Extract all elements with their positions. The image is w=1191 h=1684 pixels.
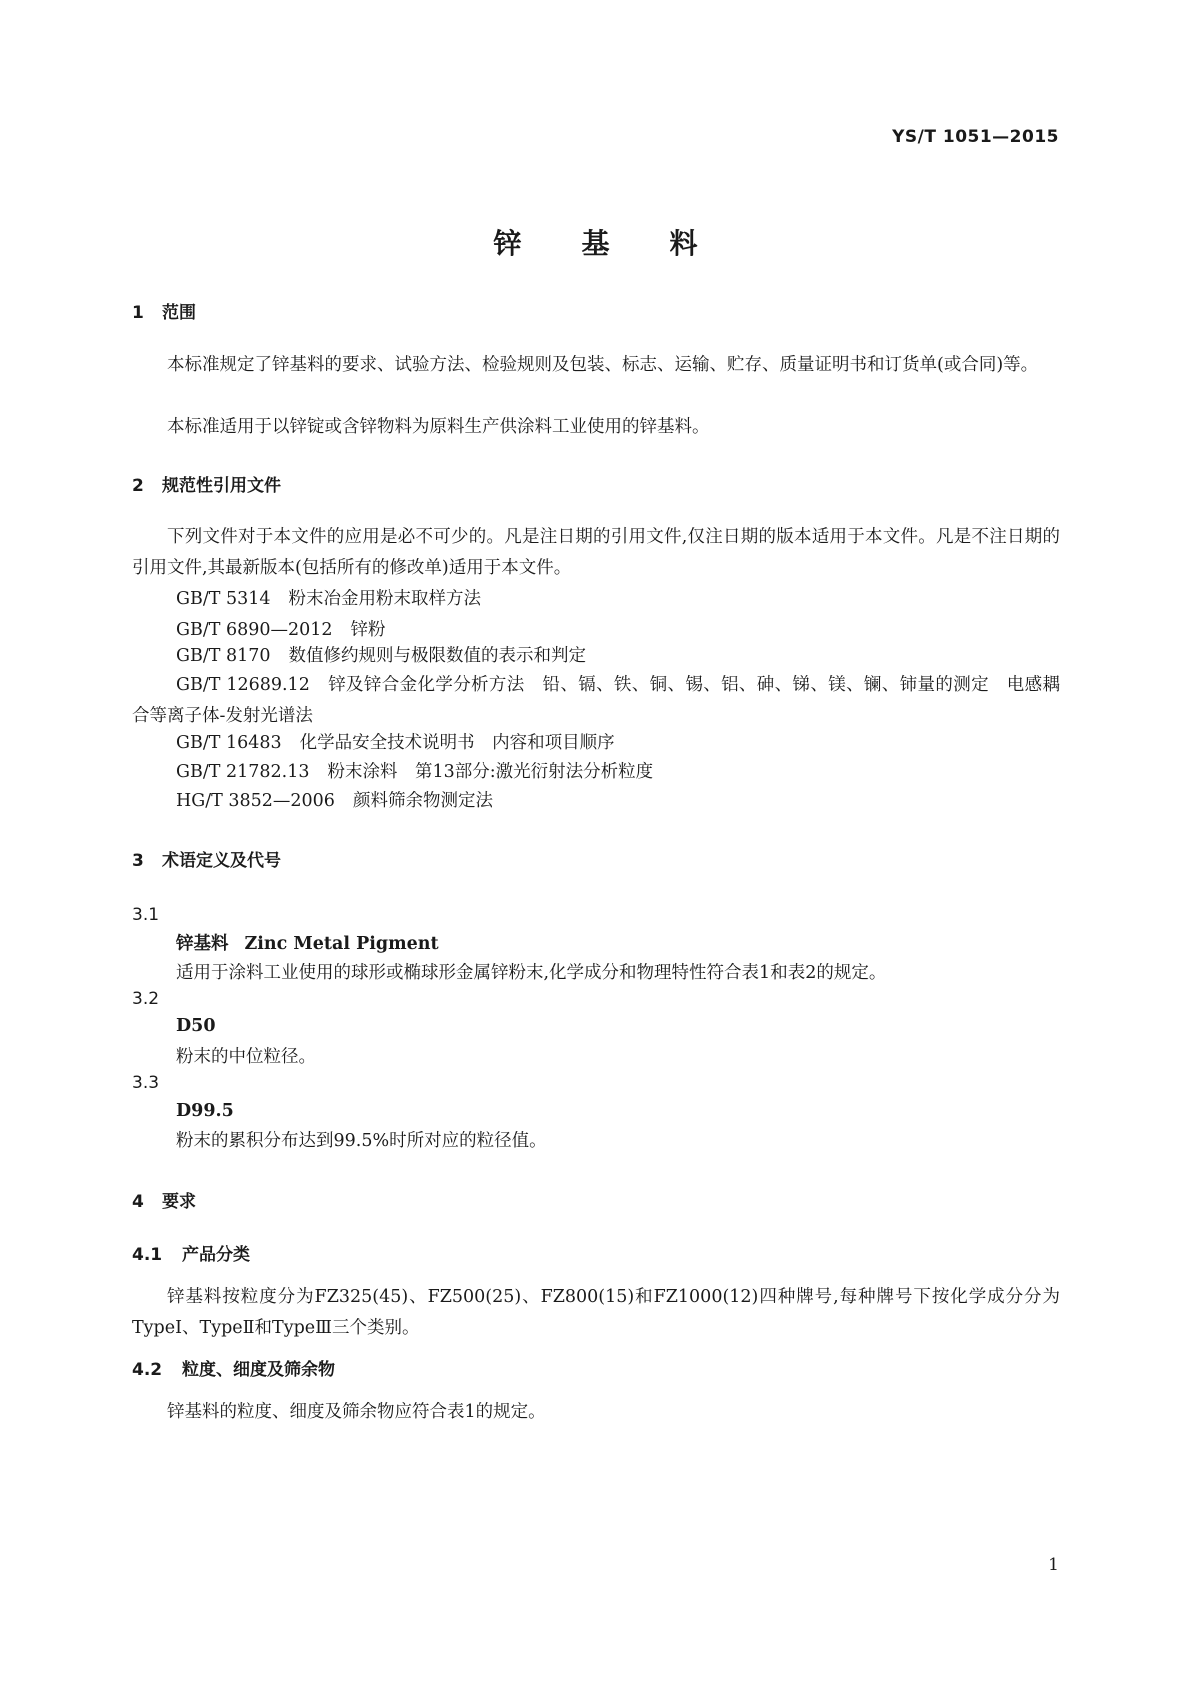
reference-item bbox=[176, 584, 481, 615]
reference-code: HG/T 3852—2006 bbox=[176, 791, 335, 811]
reference-code: GB/T 6890—2012 bbox=[176, 620, 333, 640]
section-title: 范围 bbox=[162, 303, 196, 323]
subsection-4-2-heading bbox=[132, 1355, 335, 1380]
term-number: 3.1 bbox=[132, 905, 160, 925]
reference-item bbox=[176, 786, 493, 817]
reference-code: GB/T 5314 bbox=[176, 589, 271, 609]
subsection-title: 产品分类 bbox=[182, 1245, 250, 1265]
reference-item bbox=[176, 728, 615, 759]
reference-title: 锌粉 bbox=[350, 620, 386, 640]
term-number: 3.2 bbox=[132, 989, 160, 1009]
term-number: 3.3 bbox=[132, 1073, 160, 1093]
term-name-cn: 锌基料 bbox=[176, 934, 229, 954]
reference-title: 粉末涂料 第13部分:激光衍射法分析粒度 bbox=[327, 762, 654, 782]
section-title: 术语定义及代号 bbox=[162, 851, 281, 871]
page-number: 1 bbox=[1048, 1555, 1059, 1575]
section-number: 1 bbox=[132, 303, 144, 323]
reference-code: GB/T 21782.13 bbox=[176, 762, 310, 782]
document-title: 锌基料 bbox=[493, 227, 758, 260]
section-2-intro: 下列文件对于本文件的应用是必不可少的。凡是注日期的引用文件,仅注日期的版本适用于本文件。凡是不注日期的引用文件,其最新版本(包括所有的修改单)适用于本文件。 bbox=[132, 527, 1060, 578]
subsection-4-1-heading bbox=[132, 1240, 250, 1265]
subsection-title: 粒度、细度及筛余物 bbox=[182, 1360, 335, 1380]
term-name bbox=[176, 1101, 234, 1121]
reference-title: 数值修约规则与极限数值的表示和判定 bbox=[288, 646, 587, 666]
reference-title: 颜料筛余物测定法 bbox=[352, 791, 493, 811]
reference-item bbox=[176, 641, 586, 672]
term-name bbox=[176, 930, 439, 955]
section-title: 规范性引用文件 bbox=[162, 476, 281, 496]
section-1-heading bbox=[132, 298, 196, 323]
section-1-paragraph-1: 本标准规定了锌基料的要求、试验方法、检验规则及包装、标志、运输、贮存、质量证明书和订货单(或合同)等。 bbox=[167, 355, 1039, 375]
section-3-heading bbox=[132, 846, 281, 871]
reference-code: GB/T 8170 bbox=[176, 646, 271, 666]
section-number: 2 bbox=[132, 476, 144, 496]
section-title: 要求 bbox=[162, 1192, 196, 1212]
section-number: 4 bbox=[132, 1192, 144, 1212]
term-definition: 粉末的累积分布达到99.5%时所对应的粒径值。 bbox=[176, 1131, 547, 1151]
term-definition: 适用于涂料工业使用的球形或椭球形金属锌粉末,化学成分和物理特性符合表1和表2的规定。 bbox=[176, 963, 887, 983]
reference-title: 粉末冶金用粉末取样方法 bbox=[288, 589, 482, 609]
reference-title: 化学品安全技术说明书 内容和项目顺序 bbox=[299, 733, 615, 753]
standard-code: YS/T 1051—2015 bbox=[892, 127, 1059, 147]
subsection-number: 4.1 bbox=[132, 1245, 163, 1265]
reference-code: GB/T 12689.12 bbox=[176, 675, 310, 695]
reference-code: GB/T 16483 bbox=[176, 733, 282, 753]
term-name bbox=[176, 1016, 216, 1036]
term-definition: 粉末的中位粒径。 bbox=[176, 1047, 316, 1067]
section-4-heading bbox=[132, 1187, 196, 1212]
section-1-paragraph-2: 本标准适用于以锌锭或含锌物料为原料生产供涂料工业使用的锌基料。 bbox=[167, 417, 710, 437]
reference-item bbox=[176, 757, 653, 788]
section-2-heading bbox=[132, 471, 281, 496]
subsection-4-1-paragraph: 锌基料按粒度分为FZ325(45)、FZ500(25)、FZ800(15)和FZ1000(12)四种牌号,每种牌号下按化学成分分为TypeⅠ、TypeⅡ和TypeⅢ三个类别。 bbox=[132, 1287, 1060, 1338]
subsection-4-2-paragraph: 锌基料的粒度、细度及筛余物应符合表1的规定。 bbox=[167, 1402, 546, 1422]
term-name-cn: D99.5 bbox=[176, 1101, 234, 1121]
term-name-en: Zinc Metal Pigment bbox=[244, 934, 439, 954]
term-name-cn: D50 bbox=[176, 1016, 216, 1036]
reference-title: 锌及锌合金化学分析方法 铅、镉、铁、铜、锡、铝、砷、锑、镁、镧、铈量的测定 电感耦合等离子体-发射光谱法 bbox=[132, 675, 1060, 726]
section-number: 3 bbox=[132, 851, 144, 871]
reference-item bbox=[132, 670, 1060, 732]
subsection-number: 4.2 bbox=[132, 1360, 163, 1380]
